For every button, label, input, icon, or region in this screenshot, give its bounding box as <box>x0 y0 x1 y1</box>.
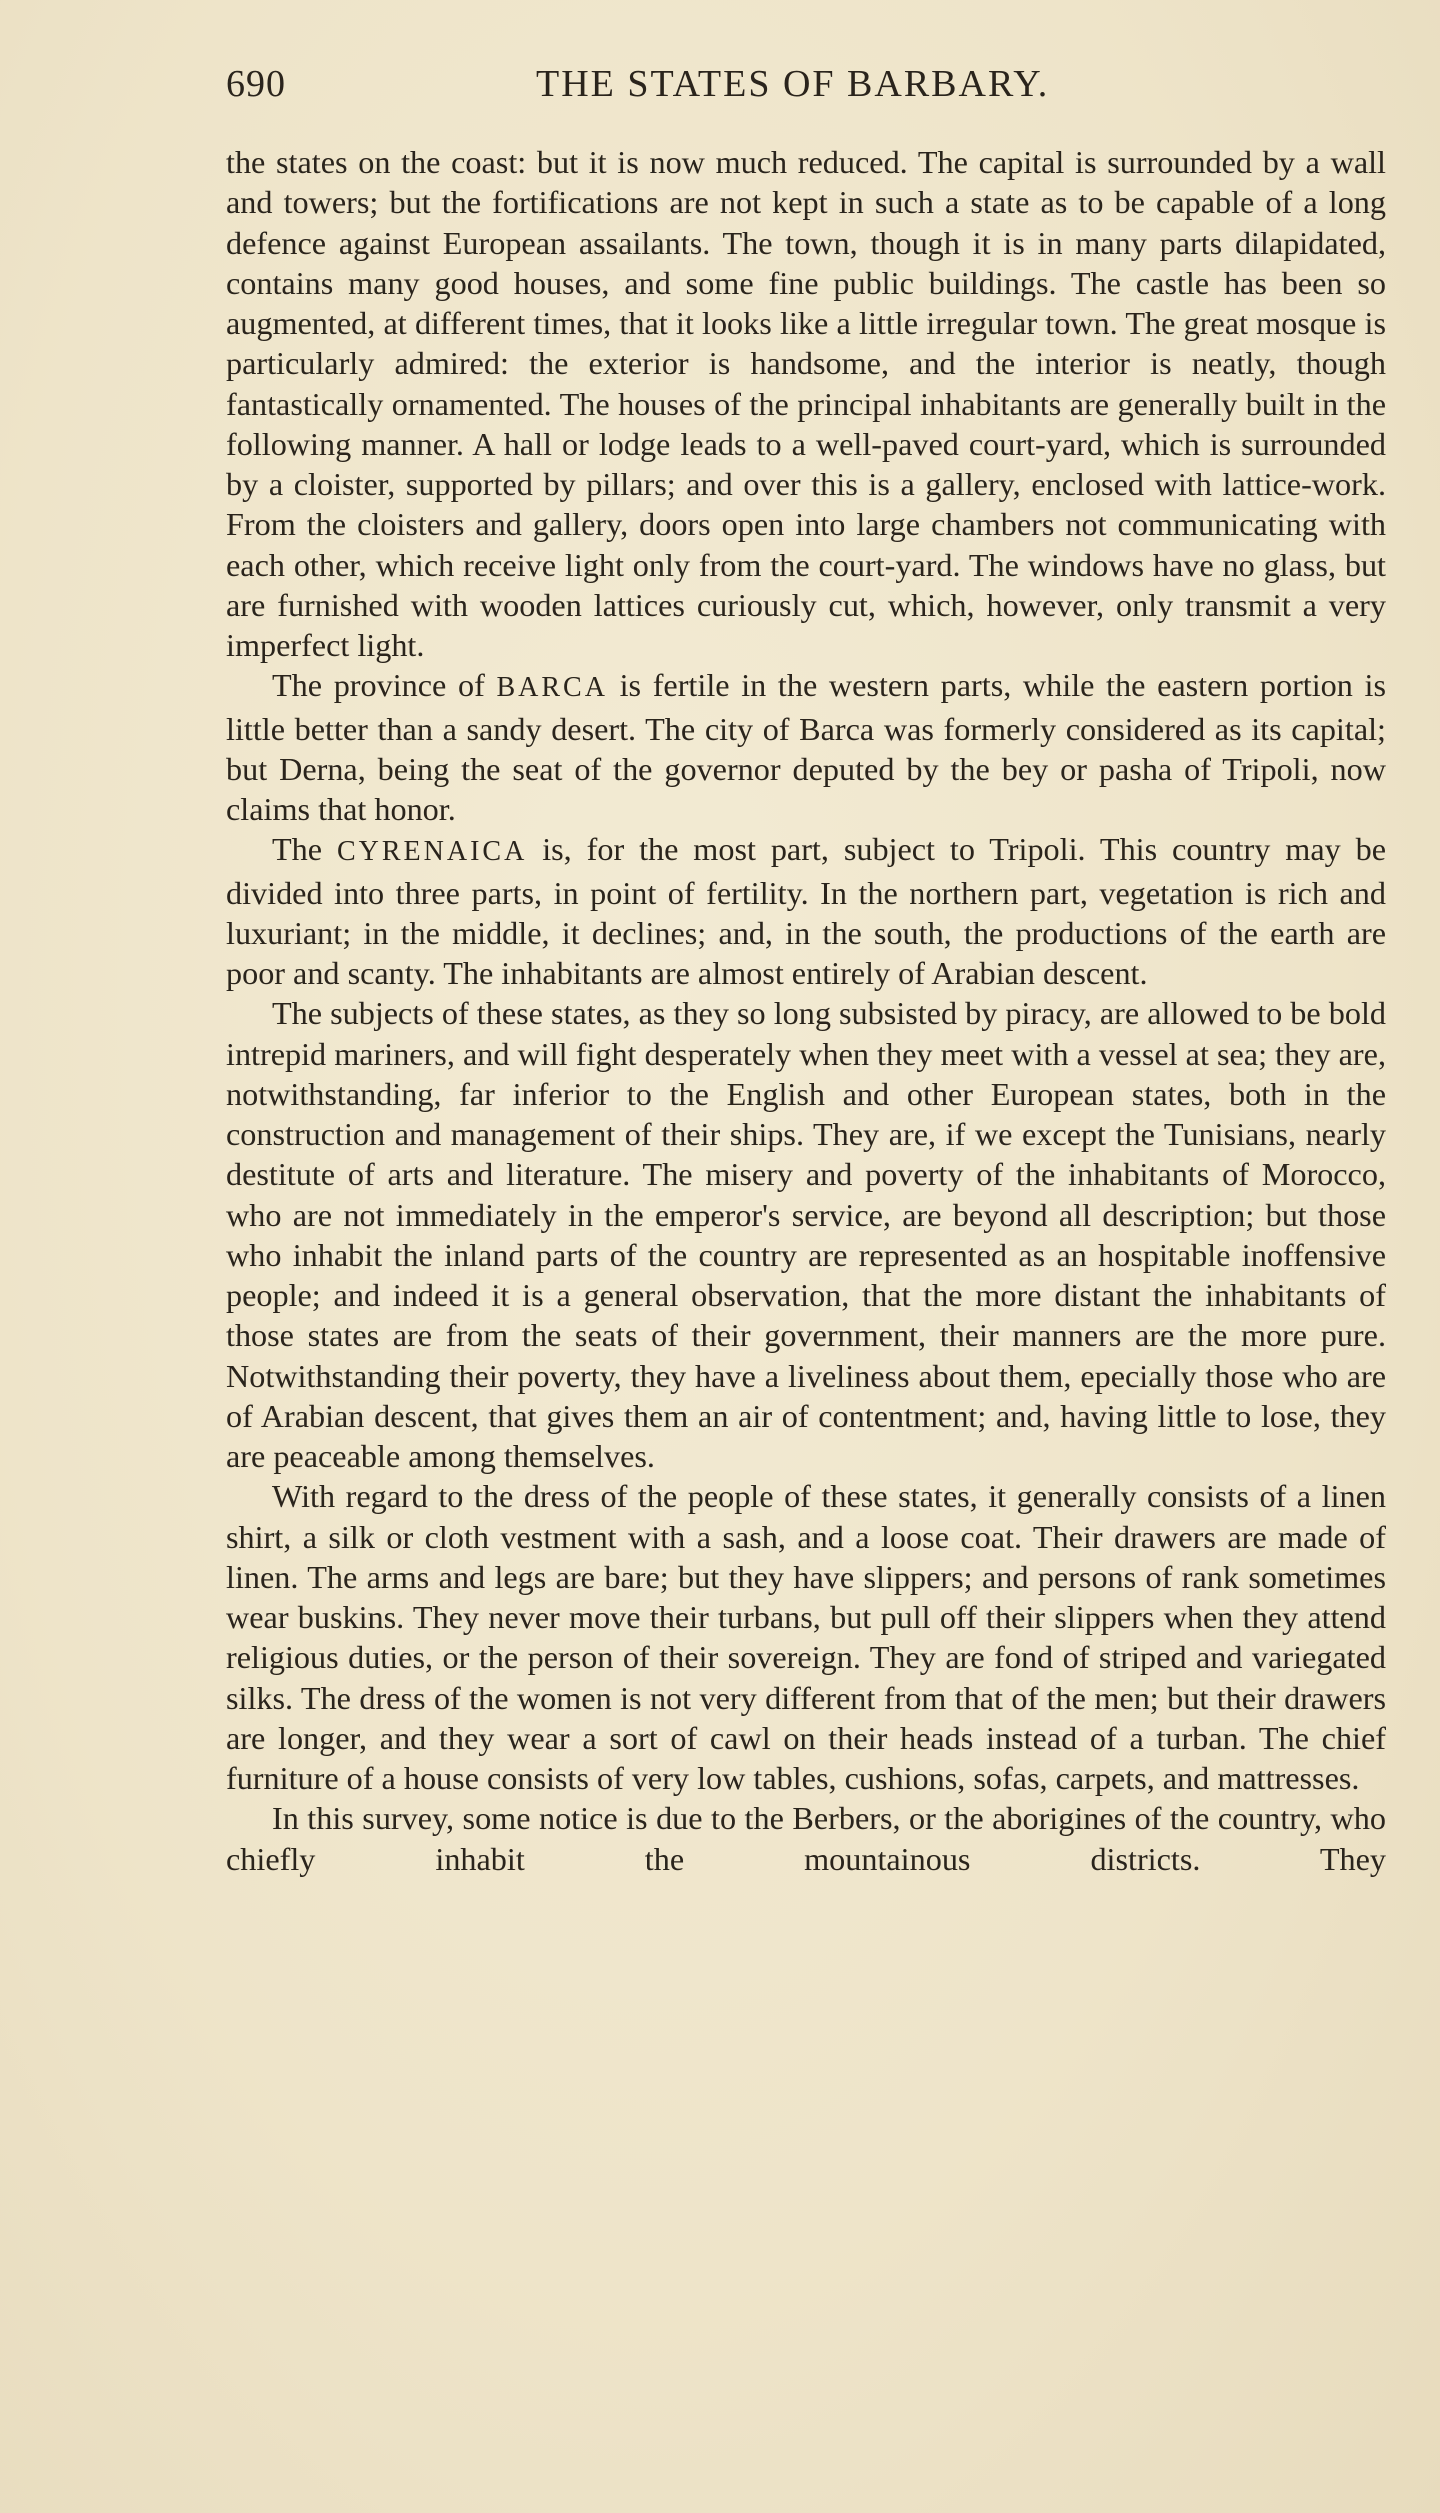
paragraph-barca-rest: is fertile in the western parts, while the eastern portion is little better than a sandy desert. The city of Barca was formerly considered as its capital; but Derna, being the seat of the governor deputed by the bey or pasha of Tripoli, now claims that honor. <box>226 667 1386 827</box>
paragraph-subjects: The subjects of these states, as they so long subsisted by piracy, are allowed to be bold intrepid mariners, and will fight desperately when they meet with a vessel at sea; they are, notwithstanding, far inferior to the English and other European states, both in the construction and management of their ships. They are, if we except the Tunisians, nearly destitute of arts and literature. The misery and poverty of the inhabitants of Morocco, who are not immediately in the emperor's service, are beyond all description; but those who inhabit the inland parts of the country are represented as an hospitable inoffensive people; and indeed it is a general observation, that the more distant the inhabitants of those states are from the seats of their government, their manners are the more pure. Notwithstanding their poverty, they have a liveliness about them, epecially those who are of Arabian descent, that gives them an air of contentment; and, having little to lose, they are peaceable among themselves. <box>226 995 1386 1474</box>
paragraph-cyrenaica-lead: The <box>272 831 337 868</box>
page-header <box>226 62 1386 112</box>
paragraph-berbers: In this survey, some notice is due to the Berbers, or the aborigines of the country, who chiefly inhabit the mountainous districts. They <box>226 1800 1386 1877</box>
paragraph-capital-description: the states on the coast: but it is now much reduced. The capital is surrounded by a wall and towers; but the fortifications are not kept in such a state as to be capable of a long defence against European assailants. The town, though it is in many parts dilapidated, contains many good houses, and some fine public buildings. The castle has been so augmented, at different times, that it looks like a little irregular town. The great mosque is particularly admired: the exterior is handsome, and the interior is neatly, though fantastically ornamented. The houses of the principal inhabitants are generally built in the following manner. A hall or lodge leads to a well-paved court-yard, which is surrounded by a cloister, supported by pillars; and over this is a gallery, enclosed with lattice-work. From the cloisters and gallery, doors open into large chambers not communicating with each other, which receive light only from the court-yard. The windows have no glass, but are furnished with wooden lattices curiously cut, which, however, only transmit a very imperfect light. <box>226 144 1386 663</box>
barca-small-caps: BARCA <box>496 672 608 704</box>
paragraph-cyrenaica-rest: is, for the most part, subject to Tripoli. This country may be divided into three parts, in point of fertility. In the northern part, vegetation is rich and luxuriant; in the middle, it declines; and, in the south, the productions of the earth are poor and scanty. The inhabitants are almost entirely of Arabian descent. <box>226 831 1386 991</box>
cyrenaica-small-caps: CYRENAICA <box>336 836 528 868</box>
paragraph-barca-lead: The province of <box>272 667 497 704</box>
running-head: THE STATES OF BARBARY. <box>536 63 1050 105</box>
paragraph-cyrenaica <box>226 829 1386 993</box>
page-number: 690 <box>226 63 286 105</box>
body-text <box>226 142 1386 1879</box>
paragraph-barca <box>226 665 1386 829</box>
paragraph-dress: With regard to the dress of the people of these states, it generally consists of a linen shirt, a silk or cloth vestment with a sash, and a loose coat. Their drawers are made of linen. The arms and legs are bare; but they have slippers; and persons of rank sometimes wear buskins. They never move their turbans, but pull off their slippers when they attend religious duties, or the person of their sovereign. They are fond of striped and variegated silks. The dress of the women is not very different from that of the men; but their drawers are longer, and they wear a sort of cawl on their heads instead of a turban. The chief furniture of a house consists of very low tables, cushions, sofas, carpets, and mattresses. <box>226 1478 1386 1796</box>
